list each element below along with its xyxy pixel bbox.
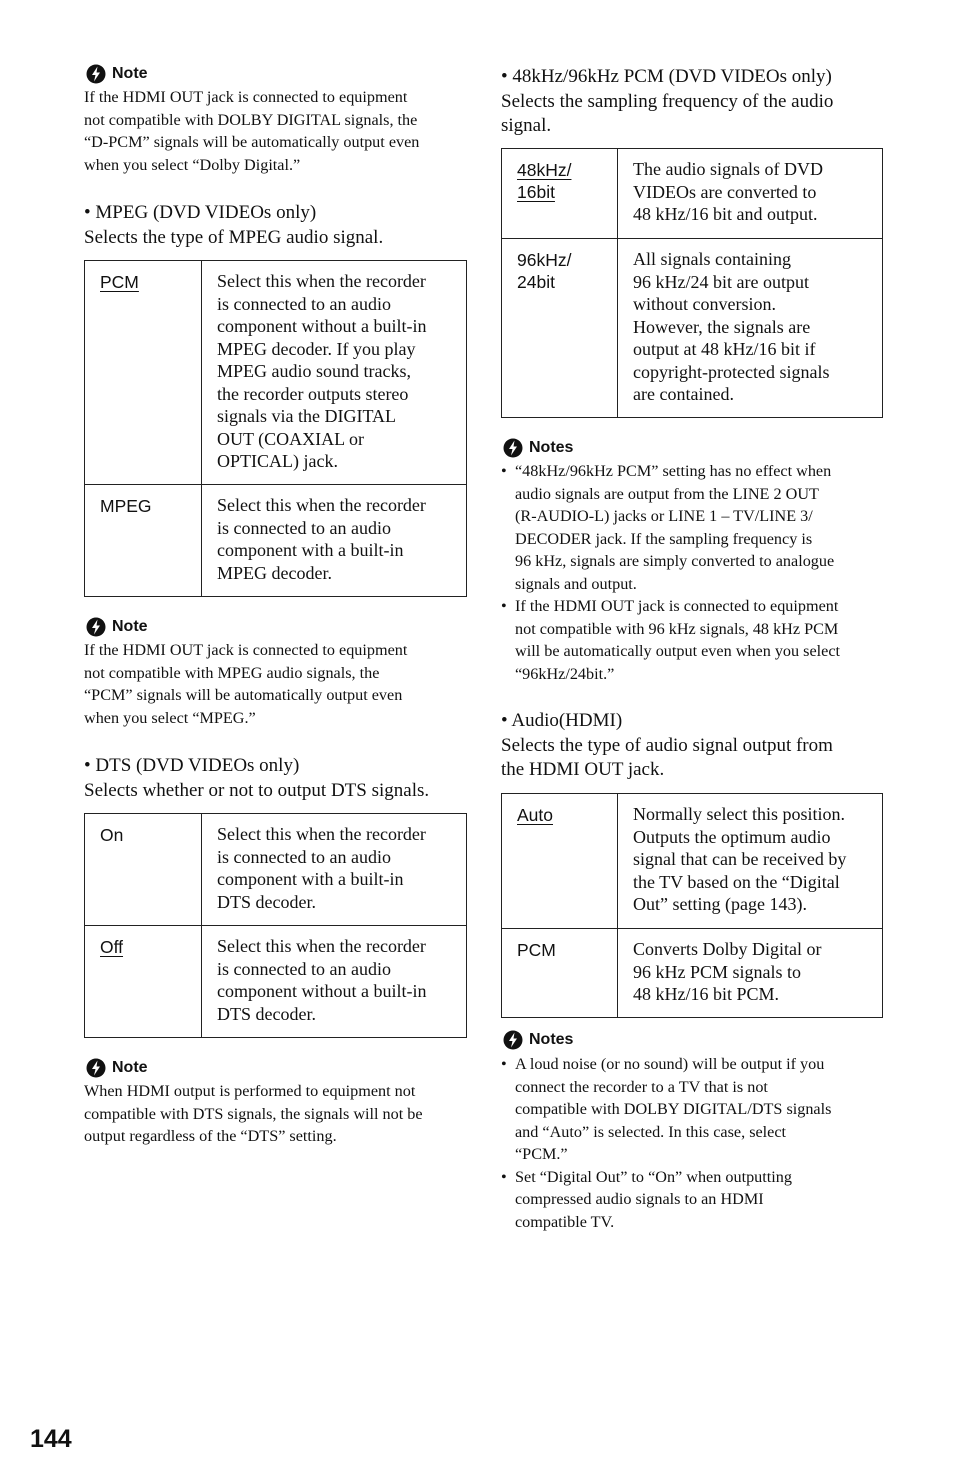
option-key-label: 96kHz/ 24bit xyxy=(517,250,572,292)
option-description: Select this when the recorder is connected to an audio component with a built-in MPEG decoder. xyxy=(202,485,467,597)
table-row xyxy=(502,929,883,1018)
note-icon xyxy=(86,617,106,637)
notes-heading-label: Notes xyxy=(529,439,574,456)
list-item: • A loud noise (or no sound) will be output if you connect the recorder to a TV that is not compatible with DOLBY DIGITAL/DTS signals and “Auto” is selected. In this case, select “PCM.” xyxy=(501,1053,886,1166)
notes-heading xyxy=(503,438,573,458)
pcm-section-heading xyxy=(501,65,833,139)
notes-list xyxy=(501,460,886,685)
hdmi-options-table xyxy=(501,793,883,1018)
table-row xyxy=(85,926,467,1038)
option-key xyxy=(502,149,618,239)
option-key-label: 48kHz/ 16bit xyxy=(517,160,572,202)
table-row xyxy=(502,149,883,239)
option-key xyxy=(85,926,202,1038)
note-paragraph: When HDMI output is performed to equipment not compatible with DTS signals, the signals will not be output regardless of the “DTS” setting. xyxy=(84,1082,423,1146)
notes-list xyxy=(501,1053,886,1233)
note-heading xyxy=(86,1058,148,1078)
list-item: • “48kHz/96kHz PCM” setting has no effect when audio signals are output from the LINE 2 OUT (R-AUDIO-L) jacks or LINE 1 – TV/LINE 3/ DECODER jack. If the sampling frequency is 96 kHz, signals are simply converted to analogue signals and output. xyxy=(501,460,886,595)
option-description: Select this when the recorder is connected to an audio component with a built-in DTS decoder. xyxy=(202,814,467,926)
notes-heading-label: Notes xyxy=(529,1031,574,1048)
pcm-title: • 48kHz/96kHz PCM (DVD VIDEOs only) xyxy=(501,66,832,87)
note-paragraph: If the HDMI OUT jack is connected to equipment not compatible with MPEG audio signals, the “PCM” signals will be automatically output even when you select “MPEG.” xyxy=(84,641,408,728)
option-description: All signals containing 96 kHz/24 bit are output without conversion. However, the signals are output at 48 kHz/16 bit if copyright-protected signals are contained. xyxy=(618,239,883,418)
note-text xyxy=(84,639,474,730)
option-key xyxy=(85,485,202,597)
table-row xyxy=(502,794,883,929)
option-key xyxy=(85,814,202,926)
option-key-label: PCM xyxy=(100,272,139,292)
note-heading-label: Note xyxy=(112,65,148,82)
option-key xyxy=(85,261,202,485)
note-heading-label: Note xyxy=(112,1059,148,1076)
note-heading-label: Note xyxy=(112,618,148,635)
table-row xyxy=(85,261,467,485)
note-icon xyxy=(86,1058,106,1078)
mpeg-section-heading xyxy=(84,201,383,250)
option-key xyxy=(502,929,618,1018)
mpeg-options-table xyxy=(84,260,467,597)
pcm-description: Selects the sampling frequency of the audio xyxy=(501,90,834,112)
option-description: Select this when the recorder is connected to an audio component without a built-in MPEG decoder. If you play MPEG audio sound tracks, the recorder outputs stereo signals via the DIGITAL OUT (COAXIAL or OPTICAL) jack. xyxy=(202,261,467,485)
option-key xyxy=(502,239,618,418)
notes-heading xyxy=(503,1030,573,1050)
pcm-options-table xyxy=(501,148,883,418)
dts-title: • DTS (DVD VIDEOs only) xyxy=(84,755,300,776)
option-key-label: On xyxy=(100,825,124,845)
pcm-description-cont: signal. xyxy=(501,115,552,136)
hdmi-description-cont: the HDMI OUT jack. xyxy=(501,759,665,780)
option-description: Converts Dolby Digital or 96 kHz PCM signals to 48 kHz/16 bit PCM. xyxy=(618,929,883,1018)
mpeg-title: • MPEG (DVD VIDEOs only) xyxy=(84,202,317,223)
note-paragraph: If the HDMI OUT jack is connected to equipment not compatible with DOLBY DIGITAL signals, the “D-PCM” signals will be automatically output even when you select “Dolby Digital.” xyxy=(84,88,420,175)
dts-section-heading xyxy=(84,754,429,803)
option-key-label: MPEG xyxy=(100,496,152,516)
note-icon xyxy=(86,64,106,84)
table-row xyxy=(85,814,467,926)
option-key-label: Auto xyxy=(517,805,553,825)
list-item: • If the HDMI OUT jack is connected to equipment not compatible with 96 kHz signals, 48 kHz PCM will be automatically output even when you select “96kHz/24bit.” xyxy=(501,595,886,685)
mpeg-description: Selects the type of MPEG audio signal. xyxy=(84,226,384,248)
hdmi-title: • Audio(HDMI) xyxy=(501,710,623,731)
option-key xyxy=(502,794,618,929)
option-description: The audio signals of DVD VIDEOs are converted to 48 kHz/16 bit and output. xyxy=(618,149,883,239)
note-heading xyxy=(86,617,148,637)
note-icon xyxy=(503,438,523,458)
note-text xyxy=(84,1080,474,1148)
option-description: Normally select this position. Outputs the optimum audio signal that can be received by the TV based on the “Digital Out” setting (page 143). xyxy=(618,794,883,929)
dts-options-table xyxy=(84,813,467,1038)
list-item: • Set “Digital Out” to “On” when outputting compressed audio signals to an HDMI compatible TV. xyxy=(501,1166,886,1234)
table-row xyxy=(502,239,883,418)
table-row xyxy=(85,485,467,597)
option-key-label: PCM xyxy=(517,940,556,960)
note-text xyxy=(84,86,474,177)
option-key-label: Off xyxy=(100,937,124,957)
dts-description: Selects whether or not to output DTS signals. xyxy=(84,779,430,801)
note-icon xyxy=(503,1030,523,1050)
note-heading xyxy=(86,64,148,84)
page-number: 144 xyxy=(30,1425,72,1453)
hdmi-description: Selects the type of audio signal output from xyxy=(501,734,833,756)
hdmi-section-heading xyxy=(501,709,833,783)
option-description: Select this when the recorder is connected to an audio component without a built-in DTS decoder. xyxy=(202,926,467,1038)
